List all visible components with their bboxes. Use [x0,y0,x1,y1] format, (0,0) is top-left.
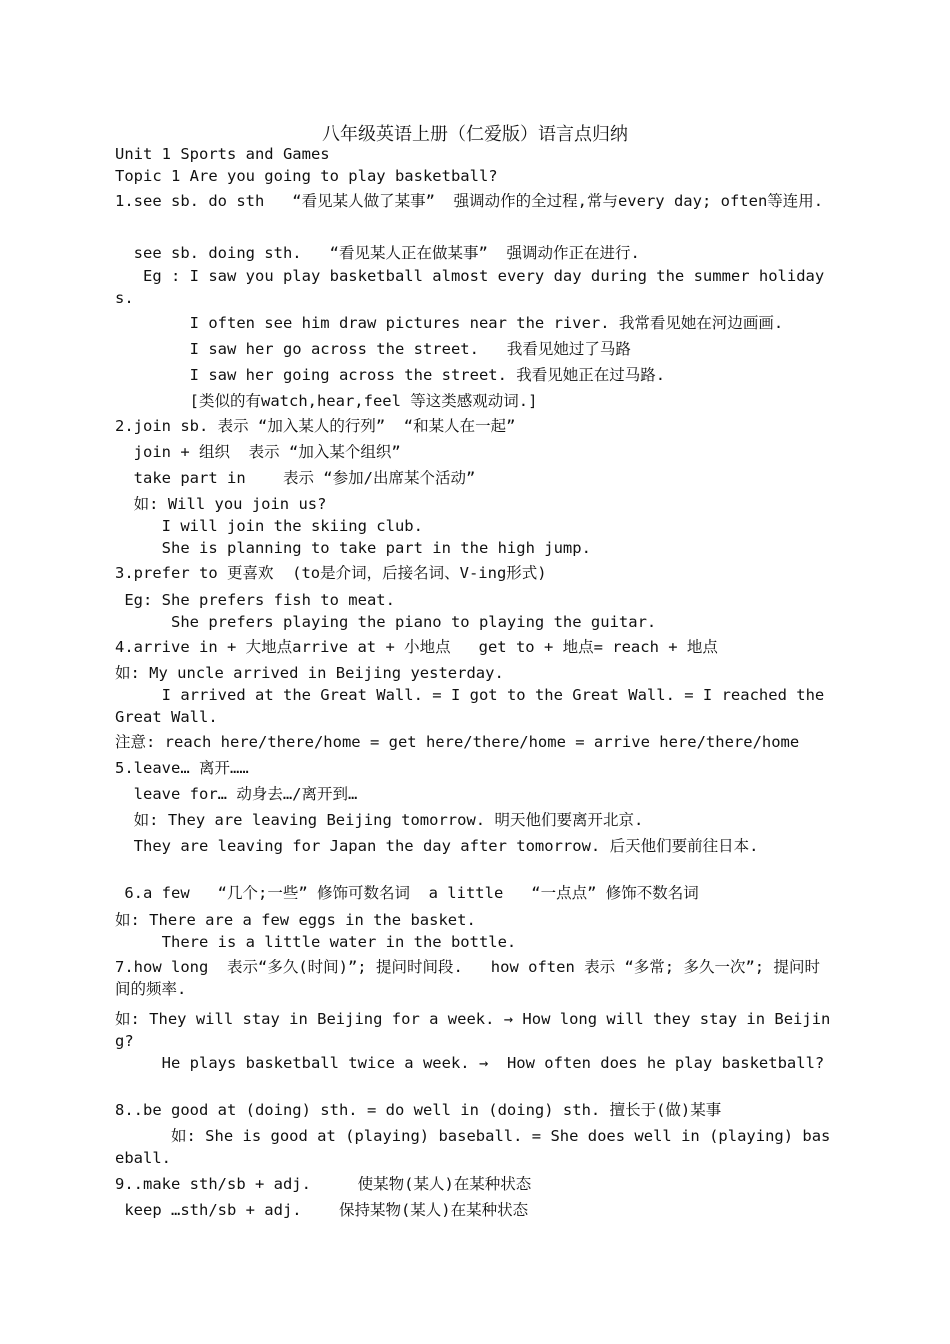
point-1-line: see sb. doing sth. “看见某人正在做某事” 强调动作正在进行. [115,244,640,262]
example-line: Eg : I saw you play basketball almost every day during the summer holidays. [115,267,825,307]
example-line: She is planning to take part in the high jump. [115,539,591,557]
example-line: 如: They will stay in Beijing for a week. → How long will they stay in Beijing? [115,1010,831,1050]
example-line: I saw her going across the street. 我看见她正在过马路. [115,366,666,384]
example-line: She prefers playing the piano to playing the guitar. [115,613,657,631]
example-line: 如: My uncle arrived in Beijing yesterday. [115,664,504,682]
note-line: [类似的有watch,hear,feel 等这类感观动词.] [115,392,538,410]
point-4-line: 4.arrive in + 大地点arrive at + 小地点 get to + 地点= reach + 地点 [115,638,718,656]
unit-heading: Unit 1 Sports and Games [115,145,330,163]
point-8-line: 8..be good at (doing) sth. = do well in (doing) sth. 擅长于(做)某事 [115,1101,722,1119]
point-9-line: 9..make sth/sb + adj. 使某物(某人)在某种状态 [115,1175,532,1193]
point-3-line: 3.prefer to 更喜欢 (to是介词，后接名词、V-ing形式) [115,564,547,582]
point-6-line: 6.a few “几个;一些” 修饰可数名词 a little “一点点” 修饰不数名词 [115,884,699,902]
example-line: I will join the skiing club. [115,517,423,535]
example-line: They are leaving for Japan the day after tomorrow. 后天他们要前往日本. [115,837,759,855]
topic-heading: Topic 1 Are you going to play basketball? [115,167,498,185]
point-2-line: take part in 表示 “参加/出席某个活动” [115,469,476,487]
point-5-line: leave for… 动身去…/离开到… [115,785,358,803]
document-title: 八年级英语上册（仁爱版）语言点归纳 [322,124,628,145]
point-2-line: 2.join sb. 表示 “加入某人的行列” “和某人在一起” [115,417,516,435]
point-9-line: keep …sth/sb + adj. 保持某物(某人)在某种状态 [115,1201,529,1219]
point-7-line: 7.how long 表示“多久(时间)”; 提问时间段. how often 表示 “多常; 多久一次”; 提问时间的频率. [115,958,820,998]
example-line: Eg: She prefers fish to meat. [115,591,395,609]
example-line: I saw her go across the street. 我看见她过了马路 [115,340,631,358]
point-5-line: 5.leave… 离开…… [115,759,249,777]
example-line: 如: They are leaving Beijing tomorrow. 明天他们要离开北京. [115,811,644,829]
note-line: 注意: reach here/there/home = get here/there/home = arrive here/there/home [115,733,800,751]
example-line: 如: She is good at (playing) baseball. = She does well in (playing) baseball. [115,1127,831,1167]
example-line: I often see him draw pictures near the river. 我常看见她在河边画画. [115,314,784,332]
example-line: 如: There are a few eggs in the basket. [115,911,476,929]
point-1-line: 1.see sb. do sth “看见某人做了某事” 强调动作的全过程,常与every day; often等连用. [115,192,824,210]
example-line: 如: Will you join us? [115,495,327,513]
example-line: There is a little water in the bottle. [115,933,517,951]
example-line: He plays basketball twice a week. → How often does he play basketball? [115,1054,825,1072]
example-line: I arrived at the Great Wall. = I got to the Great Wall. = I reached the Great Wall. [115,686,834,726]
point-2-line: join + 组织 表示 “加入某个组织” [115,443,401,461]
